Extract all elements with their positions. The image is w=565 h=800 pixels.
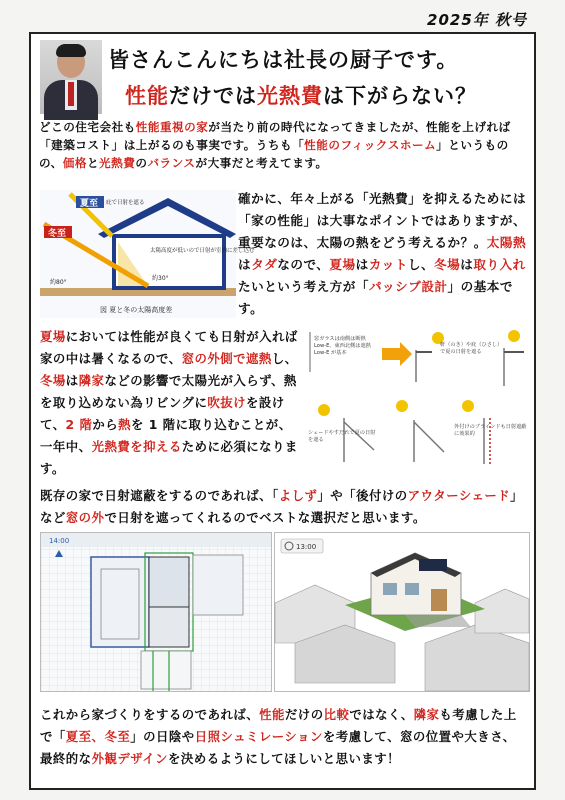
emphasis-text: 外観デザイン xyxy=(91,751,169,766)
angle-low: 約30° xyxy=(152,275,169,282)
body-text: 既存の家で日射遮蔽をするのであれば、「 xyxy=(40,488,279,503)
sun-icon xyxy=(318,404,330,416)
body-text: で日射を遮ってくれるのでベストな選択だと思います。 xyxy=(104,510,426,525)
body-text: し、 xyxy=(271,351,298,366)
emphasis-text: よしず xyxy=(278,488,318,503)
body-text: 」は上がるのも事実です。うちも「 xyxy=(111,138,305,152)
body-text: たいという考え方が「 xyxy=(238,279,369,294)
body-text: し、 xyxy=(407,257,435,272)
emphasis-text: アウターシェード xyxy=(407,488,511,503)
emphasis-text: 光熱費 xyxy=(99,156,136,170)
emphasis-text: 夏至、冬至 xyxy=(65,729,131,744)
emphasis-text: 性能のフィックスホーム xyxy=(304,138,437,152)
emphasis-text: 取り入れ xyxy=(473,257,526,272)
paragraph-summer xyxy=(40,326,302,480)
body-text: は xyxy=(238,257,252,272)
emphasis-text: 比較 xyxy=(323,707,350,722)
emphasis-text: 隣家 xyxy=(413,707,440,722)
issue-label: 2025年 秋号 xyxy=(427,11,527,29)
body-text: は xyxy=(460,257,474,272)
body-text: これから家づくりをするのであれば、 xyxy=(40,707,260,722)
greeting-title: 皆さんこんにちは社長の厨子です。 xyxy=(108,48,459,72)
body-text: なので、 xyxy=(277,257,330,272)
body-text: 光熱費 xyxy=(368,191,409,206)
render-time: 13:00 xyxy=(296,543,317,551)
emphasis-text: 吹抜け xyxy=(207,395,247,410)
president-photo xyxy=(40,40,102,114)
emphasis-text: カット xyxy=(368,257,408,272)
paragraph-conclusion xyxy=(40,704,528,770)
sun-icon xyxy=(508,330,520,342)
body-text: は下がらない？ xyxy=(323,84,477,108)
sun-icon xyxy=(462,400,474,412)
body-text: は xyxy=(355,257,369,272)
plan-time: 14:00 xyxy=(49,537,70,545)
body-text: どこの住宅会社も xyxy=(39,120,136,134)
note-eaves: 軒（のき）や庇（ひさし）で夏の日射を遮る xyxy=(440,342,500,355)
emphasis-text: パッシブ設計 xyxy=(368,279,448,294)
body-text: においては性能が良くても日射が入れば家の中は暑くなるので、 xyxy=(40,329,298,366)
note-glass: 窓ガラスは南側は断熱 Low-E、東西北側は遮熱 Low-E が基本 xyxy=(314,336,371,356)
body-text: も考慮した上で「 xyxy=(40,707,517,744)
sunlight-3d-rendering xyxy=(274,532,530,692)
emphasis-text: 熱 xyxy=(118,417,132,432)
headline xyxy=(125,80,477,110)
shadow-plan-simulation xyxy=(40,532,272,692)
note-shade: シェードやすだれで夏の日射を遮る xyxy=(308,430,376,443)
body-text: 」など xyxy=(40,488,524,525)
emphasis-text: 性能 xyxy=(259,707,285,722)
body-text: が大事だと考えてます。 xyxy=(195,156,328,170)
body-text: 」を抑えるためには「家の性能」は大事なポイントではありますが、重要なのは、太陽の熱をどう考えるか？。 xyxy=(238,191,527,250)
sun-altitude-diagram xyxy=(40,190,255,318)
body-text: 」の基本です。 xyxy=(238,279,513,316)
emphasis-text: 隣家 xyxy=(78,373,105,388)
body-text: を考慮して、窓の位置や大きさ、最終的な xyxy=(40,729,516,766)
body-text: から xyxy=(92,417,119,432)
body-text: を決めるようにしてほしいと思います！ xyxy=(168,751,401,766)
emphasis-text: 日照シュミレーション xyxy=(194,729,323,744)
winter-label: 冬至 xyxy=(48,229,67,239)
summer-label: 夏至 xyxy=(80,199,99,209)
emphasis-text: 光熱費 xyxy=(257,84,323,108)
body-text: ために必須になります。 xyxy=(40,439,298,476)
body-text: などの影響で太陽光が入らず、熱を取り込めない為リビングに xyxy=(40,373,297,410)
emphasis-text: 2 階 xyxy=(65,417,93,432)
paragraph-existing-house xyxy=(40,485,528,529)
body-text: だけでは xyxy=(169,84,257,108)
emphasis-text: 光熱費を抑える xyxy=(91,439,182,454)
body-text: と xyxy=(86,156,100,170)
body-text: ではなく、 xyxy=(349,707,414,722)
body-text: の xyxy=(135,156,148,170)
emphasis-text: 夏場 xyxy=(329,257,356,272)
emphasis-text: 性能 xyxy=(125,84,169,108)
body-text: 」の日陰や xyxy=(130,729,195,744)
body-text: を 1 階に取り込むことが、一年中、 xyxy=(40,417,292,454)
emphasis-text: 太陽熱 xyxy=(486,235,527,250)
shading-methods-diagram xyxy=(304,326,530,476)
body-text: 建築コスト xyxy=(51,138,112,152)
summer-note: 庇で日射を遮る xyxy=(106,200,145,206)
body-text: は xyxy=(65,373,79,388)
winter-note: 太陽高度が低いので日射が室内に差し込む xyxy=(150,248,255,254)
emphasis-text: 冬場 xyxy=(40,373,66,388)
emphasis-text: タダ xyxy=(251,257,278,272)
paragraph-intro xyxy=(39,118,527,172)
emphasis-text: 価格 xyxy=(62,156,87,170)
note-blind: 外付けのブラインドも日射遮蔽に効果的 xyxy=(454,424,527,437)
emphasis-text: 夏場 xyxy=(40,329,66,344)
body-text: 確かに、年々上がる「 xyxy=(238,191,369,206)
body-text: を設けて、 xyxy=(40,395,285,432)
emphasis-text: 冬場 xyxy=(434,257,461,272)
emphasis-text: バランス xyxy=(147,156,196,170)
paragraph-passive xyxy=(238,188,528,320)
body-text: 」や「後付けの xyxy=(317,488,408,503)
angle-high: 約80° xyxy=(50,279,67,286)
emphasis-text: 性能重視の家 xyxy=(135,120,209,134)
sun-icon xyxy=(396,400,408,412)
body-text: が当たり前の時代になってきましたが、性能を上げれば「 xyxy=(39,120,511,152)
emphasis-text: 窓の外側で遮熱 xyxy=(181,351,272,366)
body-text: だけの xyxy=(284,707,324,722)
body-text: 」というものの、 xyxy=(39,138,509,170)
emphasis-text: 窓の外 xyxy=(65,510,105,525)
diagram-caption: 図 夏と冬の太陽高度差 xyxy=(100,306,173,314)
